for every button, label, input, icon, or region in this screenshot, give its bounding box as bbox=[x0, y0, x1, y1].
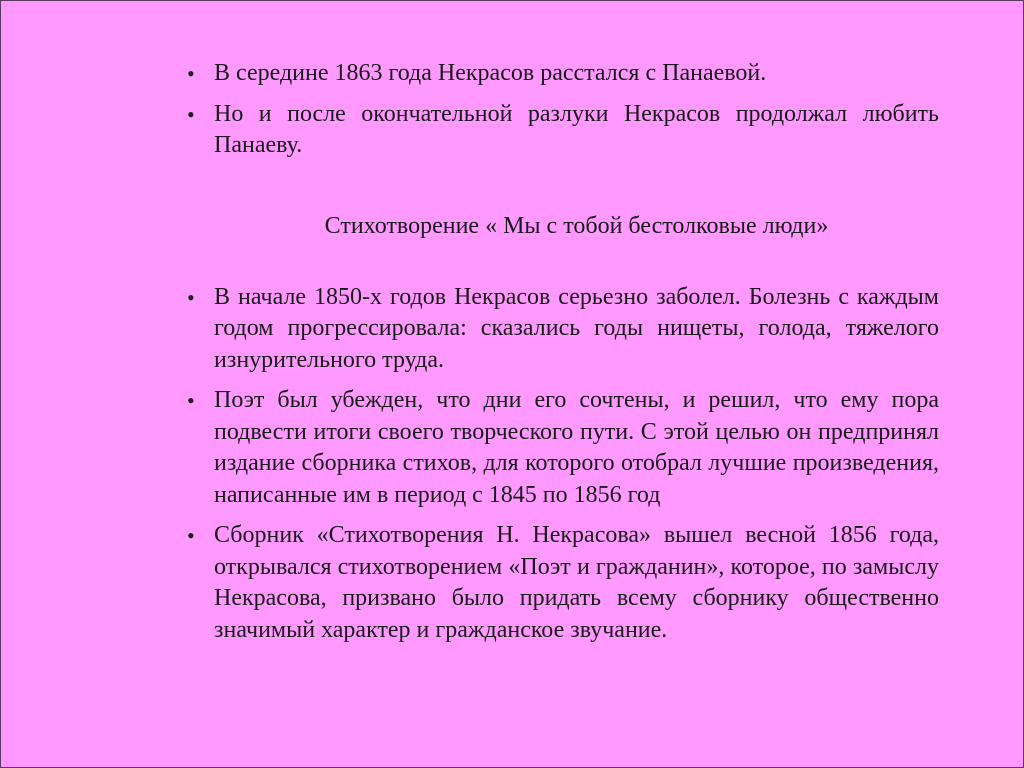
bullet-text: Поэт был убежден, что дни его сочтены, и решил, что ему пора подвести итоги своего творческого пути. С этой целью он предпринял издание сборника стихов, для которого отобрал лучшие произведения, написанные им в период с 1845 по 1856 год bbox=[214, 387, 939, 508]
bullet-text: Но и после окончательной разлуки Некрасов продолжал любить Панаеву. bbox=[214, 100, 939, 158]
bullet-item bbox=[187, 58, 939, 90]
bullet-icon: • bbox=[187, 523, 195, 548]
bullet-icon: • bbox=[187, 284, 195, 310]
bullet-icon: • bbox=[187, 388, 195, 413]
bullet-item bbox=[187, 520, 939, 646]
poem-heading: Стихотворение « Мы с тобой бестолковые люди» bbox=[324, 212, 829, 239]
bullet-text: В начале 1850-х годов Некрасов серьезно заболел. Болезнь с каждым годом прогрессировала: сказались годы нищеты, голода, тяжелого изнурительного труда. bbox=[214, 283, 939, 373]
bullet-text: Сборник «Стихотворения Н. Некрасова» вышел весной 1856 года, открывался стихотворением «Поэт и гражданин», которое, по замыслу Некрасова, призвано было придать всему сборнику общественно значимый характер и гражданское звучание. bbox=[214, 522, 939, 643]
bullet-item bbox=[187, 99, 939, 162]
slide-content bbox=[187, 58, 939, 646]
bullet-text: В середине 1863 года Некрасов расстался с Панаевой. bbox=[214, 60, 767, 86]
bullet-item bbox=[187, 282, 939, 377]
bullet-icon: • bbox=[187, 61, 195, 86]
bullet-icon: • bbox=[187, 101, 195, 127]
bullet-item bbox=[187, 385, 939, 511]
